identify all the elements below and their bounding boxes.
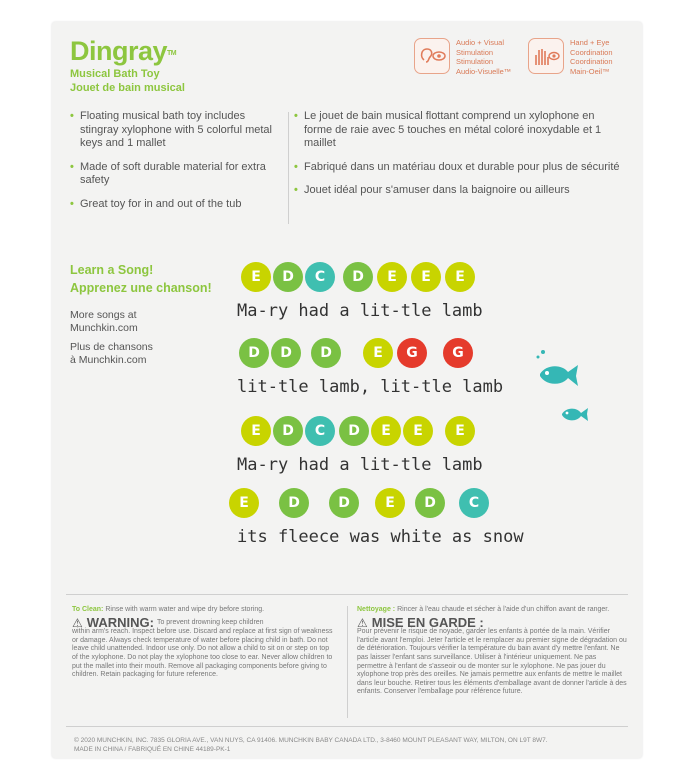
care-en xyxy=(72,606,334,680)
feature-item: • Great toy for in and out of the tub xyxy=(70,197,242,210)
badge-line: Hand + Eye xyxy=(570,38,610,47)
note-d: D xyxy=(271,338,301,368)
learn-heading-fr: Apprenez une chanson! xyxy=(70,281,212,295)
note-d: D xyxy=(415,488,445,518)
song-notation xyxy=(237,258,557,554)
warning-icon: ⚠ xyxy=(72,615,83,630)
badge-line: Coordination xyxy=(570,47,613,57)
note-d: D xyxy=(339,416,369,446)
divider xyxy=(347,606,348,718)
features-fr xyxy=(294,110,624,208)
note-e: E xyxy=(241,262,271,292)
hand-eye-icon xyxy=(528,38,564,74)
note-d: D xyxy=(273,416,303,446)
note-row xyxy=(237,334,557,374)
lyric-line: Ma-ry had a lit-tle lamb xyxy=(237,455,483,475)
badge-line: Stimulation xyxy=(456,57,494,66)
warning-body: within arm's reach. Inspect before use. Discard and replace at first sign of weakness or damage. Always check temperature of water before placing child in bath. Do not leave child unattended. Indoor use only. Do not allow a child to sit on or step on top of the xylophone. Do not play the xylophone too close to ear. Never allow children to put the mallet into their mouth. Remove all packaging components before giving to children. Retain packaging for future reference. xyxy=(72,628,333,679)
note-e: E xyxy=(229,488,259,518)
feature-item: • Fabriqué dans un matériau doux et durable pour plus de sécurité xyxy=(294,160,620,173)
badge-audio-visual xyxy=(414,38,518,76)
fish-icon xyxy=(560,402,590,426)
subtitle-fr: Jouet de bain musical xyxy=(70,82,185,94)
warning-title-fr: MISE EN GARDE : xyxy=(371,614,484,630)
fish-icon xyxy=(534,346,584,390)
warning-icon: ⚠ xyxy=(357,615,368,630)
learn-song-block xyxy=(70,261,240,367)
lyric-line: lit-tle lamb, lit-tle lamb xyxy=(237,377,504,397)
more-songs-fr-site: à Munchkin.com xyxy=(70,354,147,366)
note-d: D xyxy=(311,338,341,368)
clean-label: To Clean: xyxy=(72,606,104,613)
warning-body-fr: Pour prévenir le risque de noyade, garder les enfants à portée de la main. Vérifier l'article avant l'emploi. Jeter l'article et le remplacer au premier signe de dégradation ou de détérioration. Toujours vérifier la température du bain avant d'y mettre l'enfant. Ne pas laisser l'enfant sans surveillance. Utiliser à l'intérieur uniquement. Ne pas permettre à l'enfant de s'asseoir ou de monter sur le xylophone. Ne pas jouer du xylophone trop près des oreilles. Ne jamais permettre aux enfants de mettre le maillet dans leur bouche. Retirer tous les éléments d'emballage avant de donner l'article à des enfants. Conserver l'emballage pour référence future. xyxy=(357,628,627,696)
feature-item: • Made of soft durable material for extra safety xyxy=(70,160,266,186)
divider xyxy=(66,594,628,595)
note-g: G xyxy=(443,338,473,368)
warning-lead: To prevent drowning keep children xyxy=(156,618,264,626)
note-e: E xyxy=(377,262,407,292)
warning-title: WARNING: xyxy=(86,614,154,630)
note-e: E xyxy=(371,416,401,446)
badge-line: Main-Oeil™ xyxy=(570,66,610,76)
clean-label-fr: Nettoyage : xyxy=(357,606,396,613)
clean-text-fr: Rincer à l'eau chaude et sécher à l'aide d'un chiffon avant de ranger. xyxy=(397,606,610,613)
note-d: D xyxy=(273,262,303,292)
feature-item: • Le jouet de bain musical flottant comprend un xylophone en forme de raie avec 5 touches en métal coloré inoxydable et 1 maillet xyxy=(294,110,602,149)
feature-item: • Jouet idéal pour s'amuser dans la baignoire ou ailleurs xyxy=(294,184,570,196)
more-songs-en-site: Munchkin.com xyxy=(70,322,138,334)
note-e: E xyxy=(411,262,441,292)
lyric-line: Ma-ry had a lit-tle lamb xyxy=(237,301,483,321)
lyric-line: its fleece was white as snow xyxy=(237,527,524,547)
learn-heading-en: Learn a Song! xyxy=(70,263,154,277)
divider xyxy=(66,726,628,727)
more-songs-en: More songs at xyxy=(70,309,137,321)
badge-hand-eye xyxy=(528,38,632,76)
note-row xyxy=(237,258,557,298)
note-e: E xyxy=(403,416,433,446)
copyright-line: MADE IN CHINA / FABRIQUÉ EN CHINE 44189-PK-1 xyxy=(74,746,231,753)
copyright xyxy=(74,736,634,754)
note-d: D xyxy=(343,262,373,292)
note-g: G xyxy=(397,338,427,368)
badge-line: Coordination xyxy=(570,57,613,66)
subtitle-en: Musical Bath Toy xyxy=(70,68,160,80)
care-fr xyxy=(357,606,627,697)
badge-line: Audio-Visuelle™ xyxy=(456,66,512,76)
note-row xyxy=(237,484,557,524)
note-d: D xyxy=(239,338,269,368)
note-c: C xyxy=(459,488,489,518)
copyright-line: © 2020 MUNCHKIN, INC. 7835 GLORIA AVE., VAN NUYS, CA 91406. MUNCHKIN BABY CANADA LTD., 3-8460 MOUNT PLEASANT WAY, MILTON, ON L9T 8W7. xyxy=(74,737,548,744)
note-d: D xyxy=(279,488,309,518)
note-c: C xyxy=(305,416,335,446)
divider xyxy=(288,112,289,224)
note-e: E xyxy=(445,262,475,292)
brand-block xyxy=(70,36,185,95)
note-e: E xyxy=(375,488,405,518)
product-title: Dingray™ xyxy=(70,36,177,66)
feature-item: • Floating musical bath toy includes stingray xylophone with 5 colorful metal keys and 1 mallet xyxy=(70,110,272,149)
note-c: C xyxy=(305,262,335,292)
badge-line: Audio + Visual xyxy=(456,38,505,47)
note-row xyxy=(237,412,557,452)
ear-eye-icon xyxy=(414,38,450,74)
note-e: E xyxy=(241,416,271,446)
more-songs-fr: Plus de chansons xyxy=(70,341,153,353)
clean-text: Rinse with warm water and wipe dry before storing. xyxy=(105,606,265,613)
trademark: TM xyxy=(167,50,177,57)
note-e: E xyxy=(363,338,393,368)
badge-line: Stimulation xyxy=(456,47,494,57)
note-e: E xyxy=(445,416,475,446)
features-en xyxy=(70,110,275,221)
note-d: D xyxy=(329,488,359,518)
package-back xyxy=(52,22,642,758)
